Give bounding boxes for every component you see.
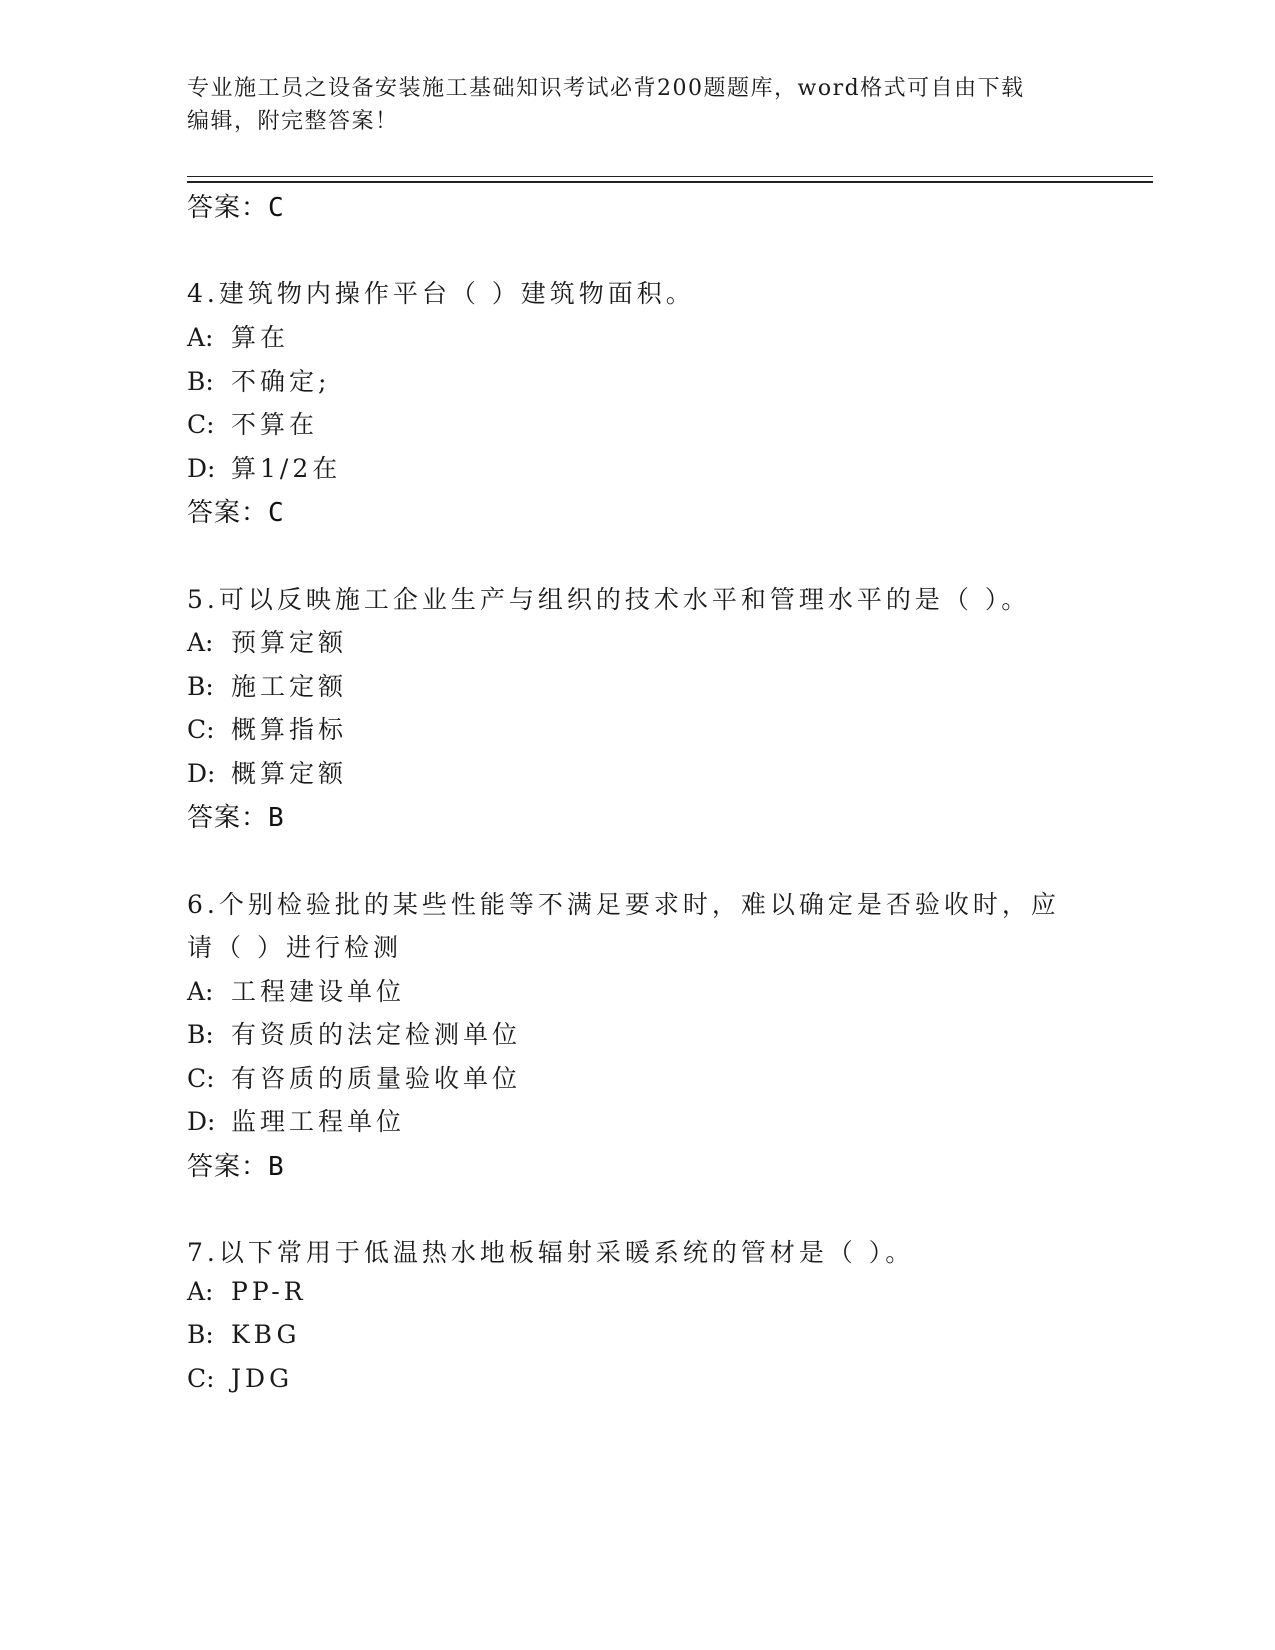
question-stem-continued: 请（ ）进行检测 — [187, 933, 402, 962]
option-text: 不算在 — [231, 410, 319, 439]
option-text: JDG — [231, 1364, 294, 1393]
answer-line: 答案：C — [187, 193, 285, 223]
option-text: 有资质的法定检测单位 — [231, 1020, 522, 1049]
option-a — [187, 318, 289, 354]
header-divider-thick — [187, 181, 1153, 183]
option-a — [187, 623, 347, 659]
option-text: 概算定额 — [231, 759, 348, 788]
option-c — [187, 405, 318, 441]
option-text: 算在 — [231, 323, 290, 352]
option-text: 预算定额 — [231, 628, 348, 657]
option-key: B: — [187, 367, 214, 396]
option-b — [187, 667, 347, 703]
option-d — [187, 449, 341, 485]
option-key: A: — [187, 628, 214, 657]
question-stem: 6.个别检验批的某些性能等不满足要求时，难以确定是否验收时，应 — [187, 890, 1060, 919]
option-text: 有咨质的质量验收单位 — [231, 1064, 522, 1093]
header-title-line-2: 编辑，附完整答案！ — [187, 109, 399, 134]
option-key: A: — [187, 1277, 214, 1306]
option-text: 工程建设单位 — [231, 977, 406, 1006]
header-divider-thin — [187, 176, 1153, 177]
option-text: 算1/2在 — [231, 454, 342, 483]
option-text: PP-R — [231, 1277, 307, 1306]
option-text: KBG — [231, 1320, 301, 1349]
option-text: 不确定; — [231, 367, 331, 396]
question-stem: 5.可以反映施工企业生产与组织的技术水平和管理水平的是（ ）。 — [187, 585, 1031, 614]
option-d — [187, 1102, 405, 1138]
option-c — [187, 710, 347, 746]
header-title-line-1: 专业施工员之设备安装施工基础知识考试必背200题题库，word格式可自由下载 — [187, 76, 1025, 101]
option-key: D: — [187, 454, 216, 483]
document-header — [187, 72, 1067, 138]
option-key: B: — [187, 672, 214, 701]
option-b — [187, 1015, 521, 1051]
option-text: 施工定额 — [231, 672, 348, 701]
option-key: D: — [187, 759, 216, 788]
option-b — [187, 1320, 300, 1349]
option-text: 概算指标 — [231, 715, 348, 744]
option-key: A: — [187, 977, 214, 1006]
option-key: B: — [187, 1320, 214, 1349]
answer-line: 答案：B — [187, 1152, 285, 1182]
option-d — [187, 754, 347, 790]
option-key: D: — [187, 1107, 216, 1136]
option-c — [187, 1364, 293, 1393]
option-c — [187, 1059, 521, 1095]
option-key: C: — [187, 410, 215, 439]
answer-line: 答案：C — [187, 498, 285, 528]
question-stem: 7.以下常用于低温热水地板辐射采暖系统的管材是（ ）。 — [187, 1238, 915, 1267]
question-stem: 4.建筑物内操作平台（ ）建筑物面积。 — [187, 279, 695, 308]
option-key: B: — [187, 1020, 214, 1049]
option-text: 监理工程单位 — [231, 1107, 406, 1136]
option-key: C: — [187, 1064, 215, 1093]
option-a — [187, 1277, 307, 1306]
option-b — [187, 362, 330, 398]
option-key: C: — [187, 715, 215, 744]
option-key: A: — [187, 323, 214, 352]
option-a — [187, 972, 405, 1008]
answer-line: 答案：B — [187, 803, 285, 833]
option-key: C: — [187, 1364, 215, 1393]
